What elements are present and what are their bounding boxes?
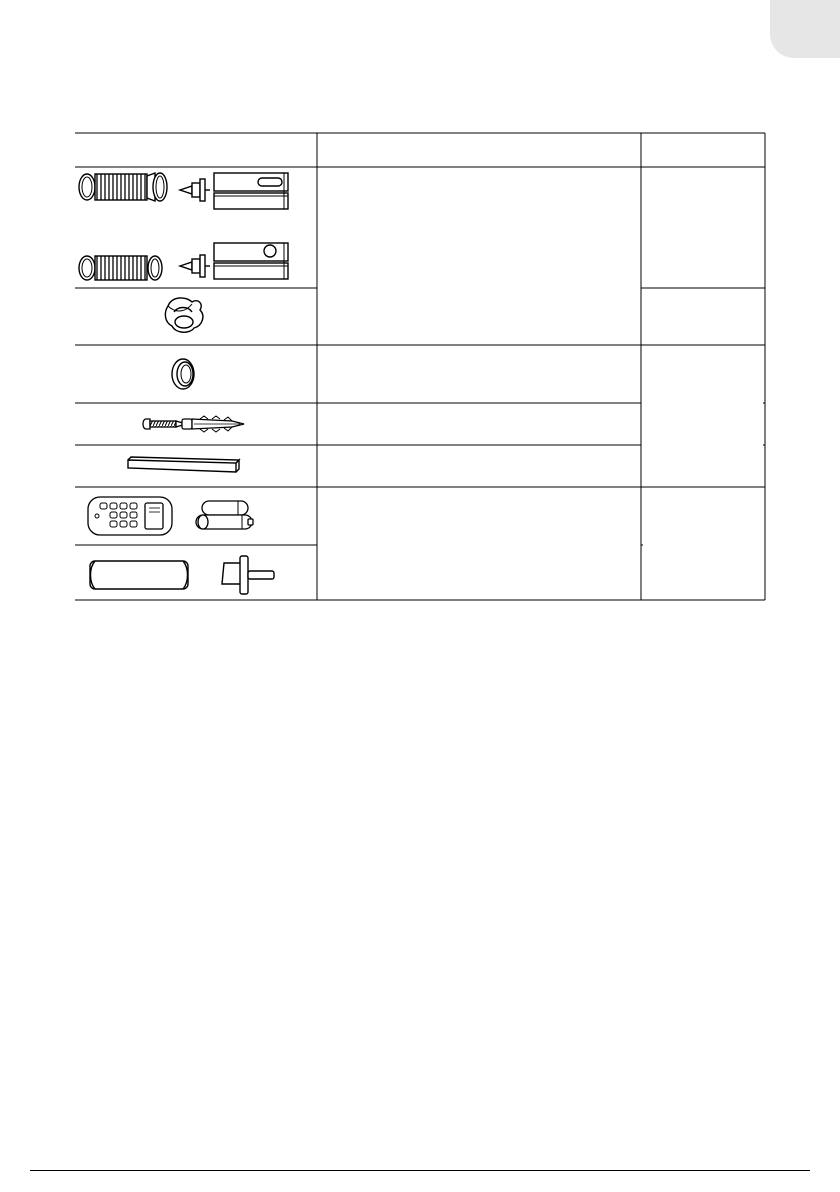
- wall-anchor-icon: [182, 416, 244, 432]
- bottom-rule: [30, 1170, 810, 1171]
- window-pin-icon: [180, 179, 210, 201]
- remote-control-icon: [88, 497, 172, 535]
- screw-and-wall-anchor-icon: [143, 416, 244, 432]
- drain-connector-icon: [222, 556, 274, 594]
- table-header: [75, 133, 765, 167]
- coupling-ring-icon: [172, 359, 194, 389]
- window-slider-panel-icon: [214, 243, 288, 279]
- batteries-icon: [196, 501, 253, 529]
- exhaust-hose-icon: [79, 256, 162, 280]
- remote-control-and-batteries-icon: [88, 497, 253, 535]
- screw-icon: [143, 419, 186, 429]
- locking-bar-icon: [128, 457, 239, 472]
- drain-tube-and-connector-icon: [90, 556, 274, 594]
- window-slider-panel-icon: [214, 173, 288, 209]
- exhaust-hose-and-window-slider-kit-icon: [79, 173, 288, 280]
- window-pin-icon: [180, 255, 210, 277]
- exhaust-hose-icon: [79, 173, 167, 201]
- drain-tube-icon: [90, 561, 188, 589]
- hose-adapter-icon: [165, 298, 203, 332]
